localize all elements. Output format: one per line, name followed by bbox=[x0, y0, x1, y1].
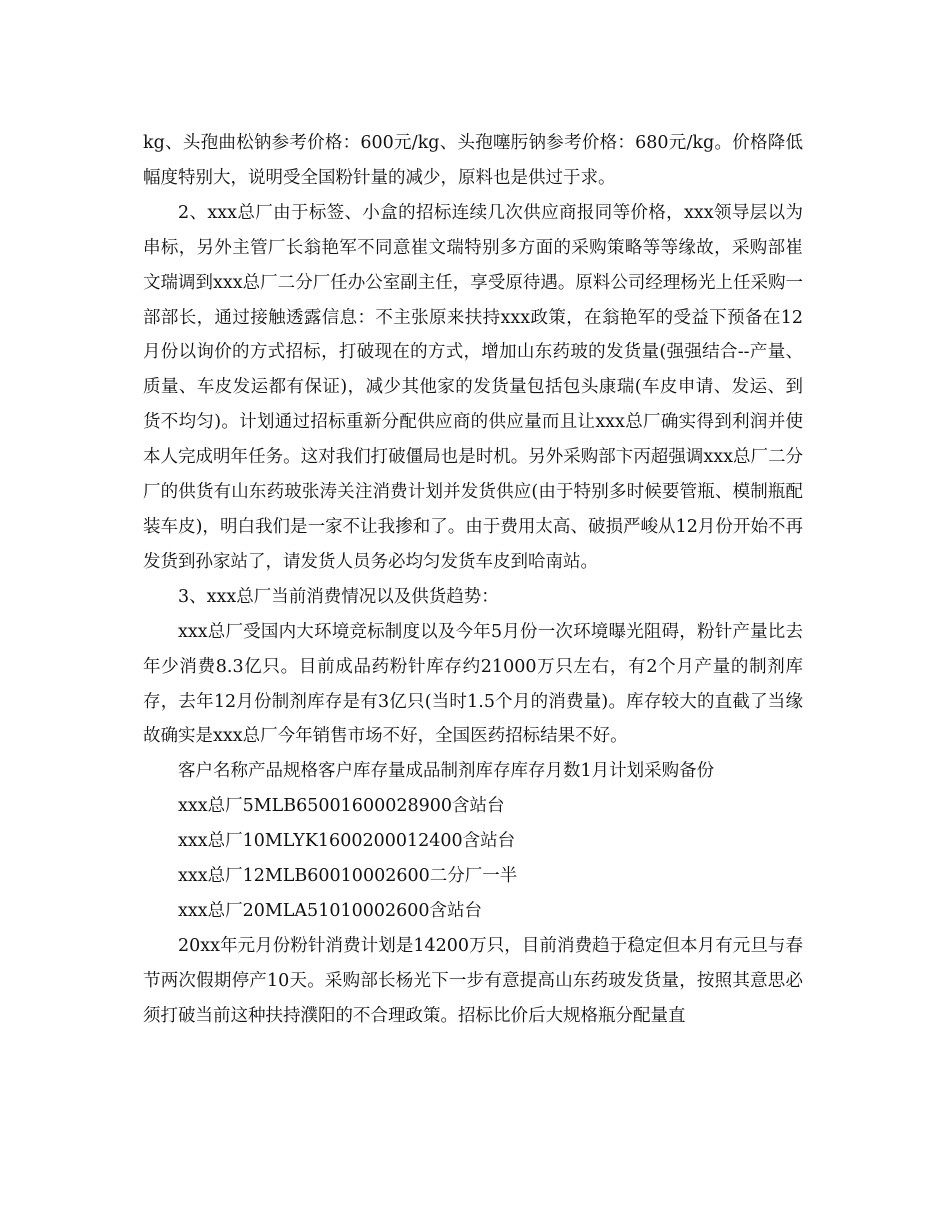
paragraph-section-heading: 3、xxx总厂当前消费情况以及供货趋势： bbox=[178, 586, 499, 607]
table-row: xxx总厂12MLB60010002600二分厂一半 bbox=[178, 866, 518, 887]
paragraph-inventory-status: xxx总厂受国内大环境竞标制度以及今年5月份一次环境曝光阻碍，粉针产量比去年少消费8.3亿只。目前成品药粉针库存约21000万只左右，有2个月产量的制剂库存，去年12月份制剂库存是有3亿只(当时1.5个月的消费量)。库存较大的直截了当缘故确实是xxx总厂今年销售市场不好，全国医药招标结果不好。 bbox=[143, 621, 803, 747]
table-header-line: 客户名称产品规格客户库存量成品制剂库存库存月数1月计划采购备份 bbox=[178, 761, 715, 782]
table-row: xxx总厂10MLYK1600200012400含站台 bbox=[178, 831, 516, 852]
document-body bbox=[143, 126, 803, 1034]
table-row: xxx总厂5MLB65001600028900含站台 bbox=[178, 796, 505, 817]
paragraph-price-reduction: kg、头孢曲松钠参考价格：600元/kg、头孢噻肟钠参考价格：680元/kg。价格降低幅度特别大，说明受全国粉针量的减少，原料也是供过于求。 bbox=[143, 133, 803, 188]
paragraph-procurement-changes: 2、xxx总厂由于标签、小盒的招标连续几次供应商报同等价格，xxx领导层以为串标，另外主管厂长翁艳军不同意崔文瑞特别多方面的采购策略等等缘故，采购部崔文瑞调到xxx总厂二分厂任办公室副主任，享受原待遇。原料公司经理杨光上任采购一部部长，通过接触透露信息：不主张原来扶持xxx政策，在翁艳军的受益下预备在12月份以询价的方式招标，打破现在的方式，增加山东药玻的发货量(强强结合--产量、质量、车皮发运都有保证)，减少其他家的发货量包括包头康瑞(车皮申请、发运、到货不均匀)。计划通过招标重新分配供应商的供应量而且让xxx总厂确实得到利润并使本人完成明年任务。这对我们打破僵局也是时机。另外采购部卞丙超强调xxx总厂二分厂的供货有山东药玻张涛关注消费计划并发货供应(由于特别多时候要管瓶、模制瓶配装车皮)，明白我们是一家不让我掺和了。由于费用太高、破损严峻从12月份开始不再发货到孙家站了，请发货人员务必均匀发货车皮到哈南站。 bbox=[143, 202, 803, 572]
table-row: xxx总厂20MLA51010002600含站台 bbox=[178, 900, 483, 921]
paragraph-consumption-plan: 20xx年元月份粉针消费计划是14200万只，目前消费趋于稳定但本月有元旦与春节两次假期停产10天。采购部长杨光下一步有意提高山东药玻发货量，按照其意思必须打破当前这种扶持濮阳的不合理政策。招标比价后大规格瓶分配量直 bbox=[143, 935, 803, 1026]
